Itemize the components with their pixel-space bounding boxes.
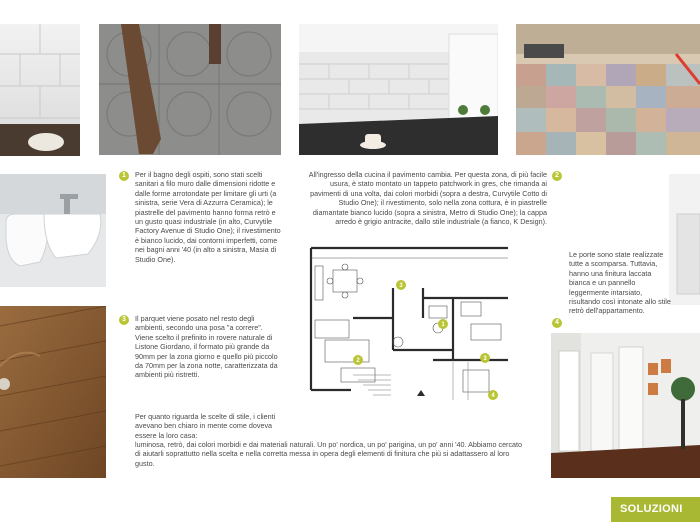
plan-badge-2: 2 (356, 358, 360, 364)
plan-badge-4: 4 (491, 393, 495, 399)
plan-badge-3a: 3 (399, 283, 403, 289)
photo-floor-tiles-industrial (99, 24, 281, 155)
text-kitchen: All'ingresso della cucina il pavimento cambia. Per questa zona, di più facile usura, è stato montato un tappeto patchwork in gres, che rimanda ai pavimenti di una volta, dai colori morbidi (sopra a destra, Curvytile Cotto di Studio One); il rivestimento, solo nella zona cottura, è in piastrelle diamantate bianco lucido (sopra a sinistra, Metro di Studio One); la cappa arredo è grigio antracite, dallo stile industriale (a fianco, K Design). (308, 170, 547, 227)
photo-wall-hung-sanitary (0, 174, 106, 287)
photo-white-doors-corridor (551, 333, 700, 478)
badge-3: 3 (119, 315, 129, 325)
plan-badge-3b: 3 (483, 356, 487, 362)
text-parquet: Il parquet viene posato nel resto degli ambienti, secondo una posa "a correre". Viene scelto il prefinito in rovere naturale di Listone Giordano, il formato più grande da 90mm per la zona giorno e quello più piccolo da 70mm per la zona notte, caratterizzata da ambienti più ristretti. (135, 314, 278, 380)
text-bathroom: Per il bagno degli ospiti, sono stati scelti sanitari a filo muro dalle dimensioni ridotte e dalle forme arrotondate per limitare gli urti (a sinistra, serie Vera di Azzurra Ceramica); le piastrelle del pavimento hanno forma retrò e un gusto quasi industriale (in alto, Curvytile Factory Avenue di Studio One); il rivestimento è bianco lucido, dai contorni imperfetti, come nei bagni anni '40 (in alto a sinistra, Masia di Studio One). (135, 170, 281, 264)
badge-2: 2 (552, 171, 562, 181)
photo-oak-parquet (0, 306, 106, 478)
badge-1: 1 (119, 171, 129, 181)
badge-4: 4 (552, 318, 562, 328)
photo-kitchen-metro-tiles (299, 24, 498, 155)
section-banner: SOLUZIONI (611, 497, 700, 522)
floor-plan (303, 240, 513, 405)
text-doors: Le porte sono state realizzate tutte a scomparsa. Tuttavia, hanno una finitura laccata bianca e un pannello leggermente intarsiato, risultando così intonate allo stile retrò dell'appartamento. (569, 250, 671, 316)
plan-badge-1: 1 (441, 322, 445, 328)
photo-bathroom-tiles (0, 24, 80, 156)
text-style-intro: Per quanto riguarda le scelte di stile, i clienti avevano ben chiaro in mente come doveva essere la loro casa: (135, 412, 276, 440)
photo-patchwork-floor (516, 24, 700, 155)
text-style-body: luminosa, retrò, dai colori morbidi e dai materiali naturali. Un po' nordica, un po' parigina, un po' anni '40. Abbiamo cercato di aiutarli soprattutto nella scelta e nella corretta messa in opera degli elementi di finitura che più si adattassero al loro gusto. (135, 440, 523, 468)
